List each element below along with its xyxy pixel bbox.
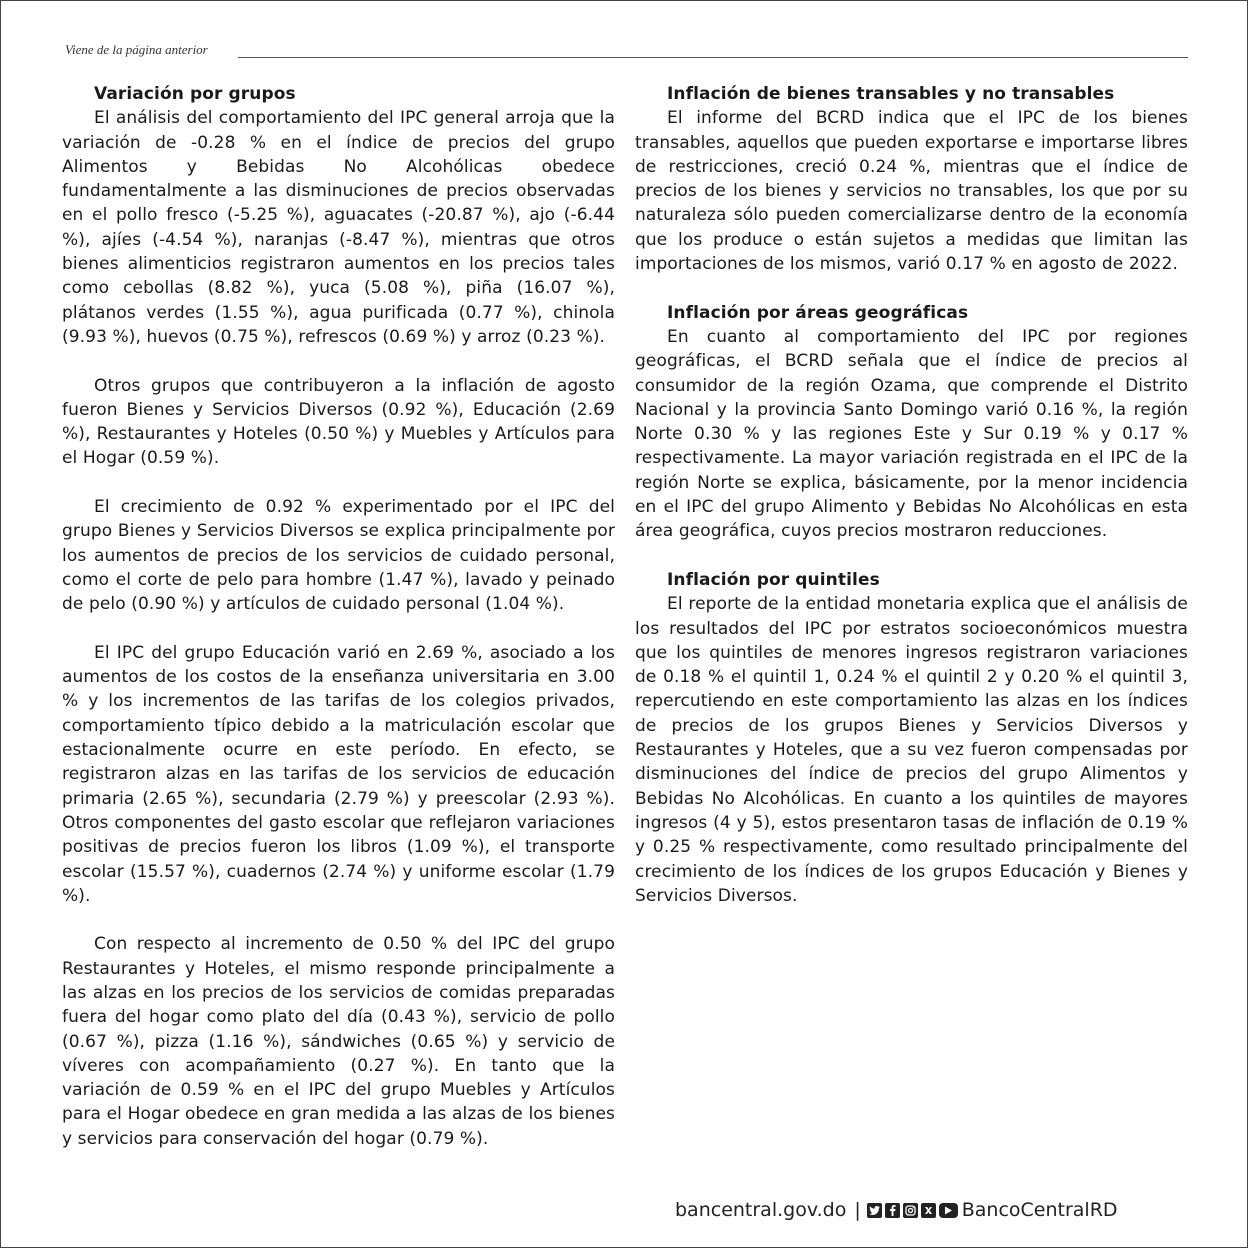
header-rule [238,57,1188,58]
twitter-icon[interactable] [867,1203,882,1218]
youtube-icon[interactable] [939,1203,958,1218]
paragraph: El crecimiento de 0.92 % experimentado por el IPC del grupo Bienes y Servicios Diversos se explica principalmente por los aumentos de precios de los servicios de cuidado personal, como el corte de pelo para hombre (1.47 %), lavado y peinado de pelo (0.90 %) y artículos de cuidado personal (1.04 %). [62,497,615,615]
website-link[interactable]: bancentral.gov.do [675,1199,847,1221]
continued-from-previous-page: Viene de la página anterior [65,42,208,57]
paragraph: Otros grupos que contribuyeron a la inflación de agosto fueron Bienes y Servicios Diversos (0.92 %), Educación (2.69 %), Restaurantes y Hoteles (0.50 %) y Muebles y Artículos para el Hogar (0.59 %). [62,375,615,469]
right-column [635,82,1188,908]
paragraph: El análisis del comportamiento del IPC general arroja que la variación de -0.28 % en el índice de precios del grupo Alimentos y Bebidas No Alcohólicas obedece fundamentalmente a las disminuciones de precios observadas en el pollo fresco (-5.25 %), aguacates (-20.87 %), ajo (-6.44 %), ajíes (-4.54 %), naranjas (-8.47 %), mientras que otros bienes alimenticios registraron aumentos en los precios tales como cebollas (8.82 %), yuca (5.08 %), piña (16.07 %), plátanos verdes (1.55 %), agua purificada (0.77 %), chinola (9.93 %), huevos (0.75 %), refrescos (0.69 %) y arroz (0.23 %). [62,108,615,347]
flickr-icon[interactable] [921,1203,936,1218]
section-title-areas-geograficas: Inflación por áreas geográficas [667,302,969,323]
paragraph: El reporte de la entidad monetaria explica que el análisis de los resultados del IPC por estratos socioeconómicos muestra que los quintiles de menores ingresos registraron variaciones de 0.18 % el quintil 1, 0.24 % el quintil 2 y 0.20 % el quintil 3, repercutiendo en este comportamiento las alzas en los índices de precios de los grupos Bienes y Servicios Diversos y Restaurantes y Hoteles, que a su vez fueron compensadas por disminuciones del índice de precios del grupo Alimentos y Bebidas No Alcohólicas. En cuanto a los quintiles de mayores ingresos (4 y 5), estos presentaron tasas de inflación de 0.19 % y 0.25 % respectivamente, como resultado principalmente del crecimiento de los índices de los grupos Educación y Bienes y Servicios Diversos. [635,594,1188,906]
section-areas-geograficas [635,301,1188,544]
footer-separator: | [854,1199,861,1221]
footer [675,1196,1118,1224]
social-handle[interactable]: BancoCentralRD [961,1199,1118,1221]
section-title-transables: Inflación de bienes transables y no transables [667,84,1115,104]
paragraph: Con respecto al incremento de 0.50 % del IPC del grupo Restaurantes y Hoteles, el mismo responde principalmente a las alzas en los precios de los servicios de comidas preparadas fuera del hogar como plato del día (0.43 %), servicio de pollo (0.67 %), pizza (1.16 %), sándwiches (0.65 %) y servicio de víveres con acompañamiento (0.27 %). En tanto que la variación de 0.59 % en el IPC del grupo Muebles y Artículos para el Hogar obedece en gran medida a las alzas de los bienes y servicios para conservación del hogar (0.79 %). [62,934,615,1149]
paragraph: En cuanto al comportamiento del IPC por regiones geográficas, el BCRD señala que el índice de precios al consumidor de la región Ozama, que comprende el Distrito Nacional y la provincia Santo Domingo varió 0.16 %, la región Norte 0.30 % y las regiones Este y Sur 0.19 % y 0.17 % respectivamente. La mayor variación registrada en el IPC de la región Norte se explica, básicamente, por la menor incidencia en el IPC del grupo Alimento y Bebidas No Alcohólicas en esta área geográfica, cuyos precios mostraron reducciones. [635,326,1188,542]
section-title-variacion-por-grupos: Variación por grupos [94,84,296,104]
paragraph: El informe del BCRD indica que el IPC de los bienes transables, aquellos que pueden exportarse e importarse libres de restricciones, creció 0.24 %, mientras que el índice de precios de los bienes y servicios no transables, los que por su naturaleza sólo pueden comercializarse dentro de la economía que los produce o están sujetos a medidas que limitan las importaciones de los mismos, varió 0.17 % en agosto de 2022. [635,108,1188,275]
paragraph: El IPC del grupo Educación varió en 2.69 %, asociado a los aumentos de los costos de la enseñanza universitaria en 3.00 % y los incrementos de las tarifas de los colegios privados, comportamiento típico debido a la matriculación escolar que estacionalmente ocurre en este período. En efecto, se registraron alzas en las tarifas de los servicios de educación primaria (2.65 %), secundaria (2.79 %) y preescolar (2.93 %). Otros componentes del gasto escolar que reflejaron variaciones positivas de precios fueron los libros (1.09 %), el transporte escolar (15.57 %), cuadernos (2.74 %) y uniforme escolar (1.79 %). [62,642,615,906]
section-title-quintiles: Inflación por quintiles [667,569,880,590]
left-column [62,82,615,1151]
section-transables [635,82,1188,276]
instagram-icon[interactable] [903,1203,918,1218]
facebook-icon[interactable] [885,1203,900,1218]
section-quintiles [635,568,1188,908]
